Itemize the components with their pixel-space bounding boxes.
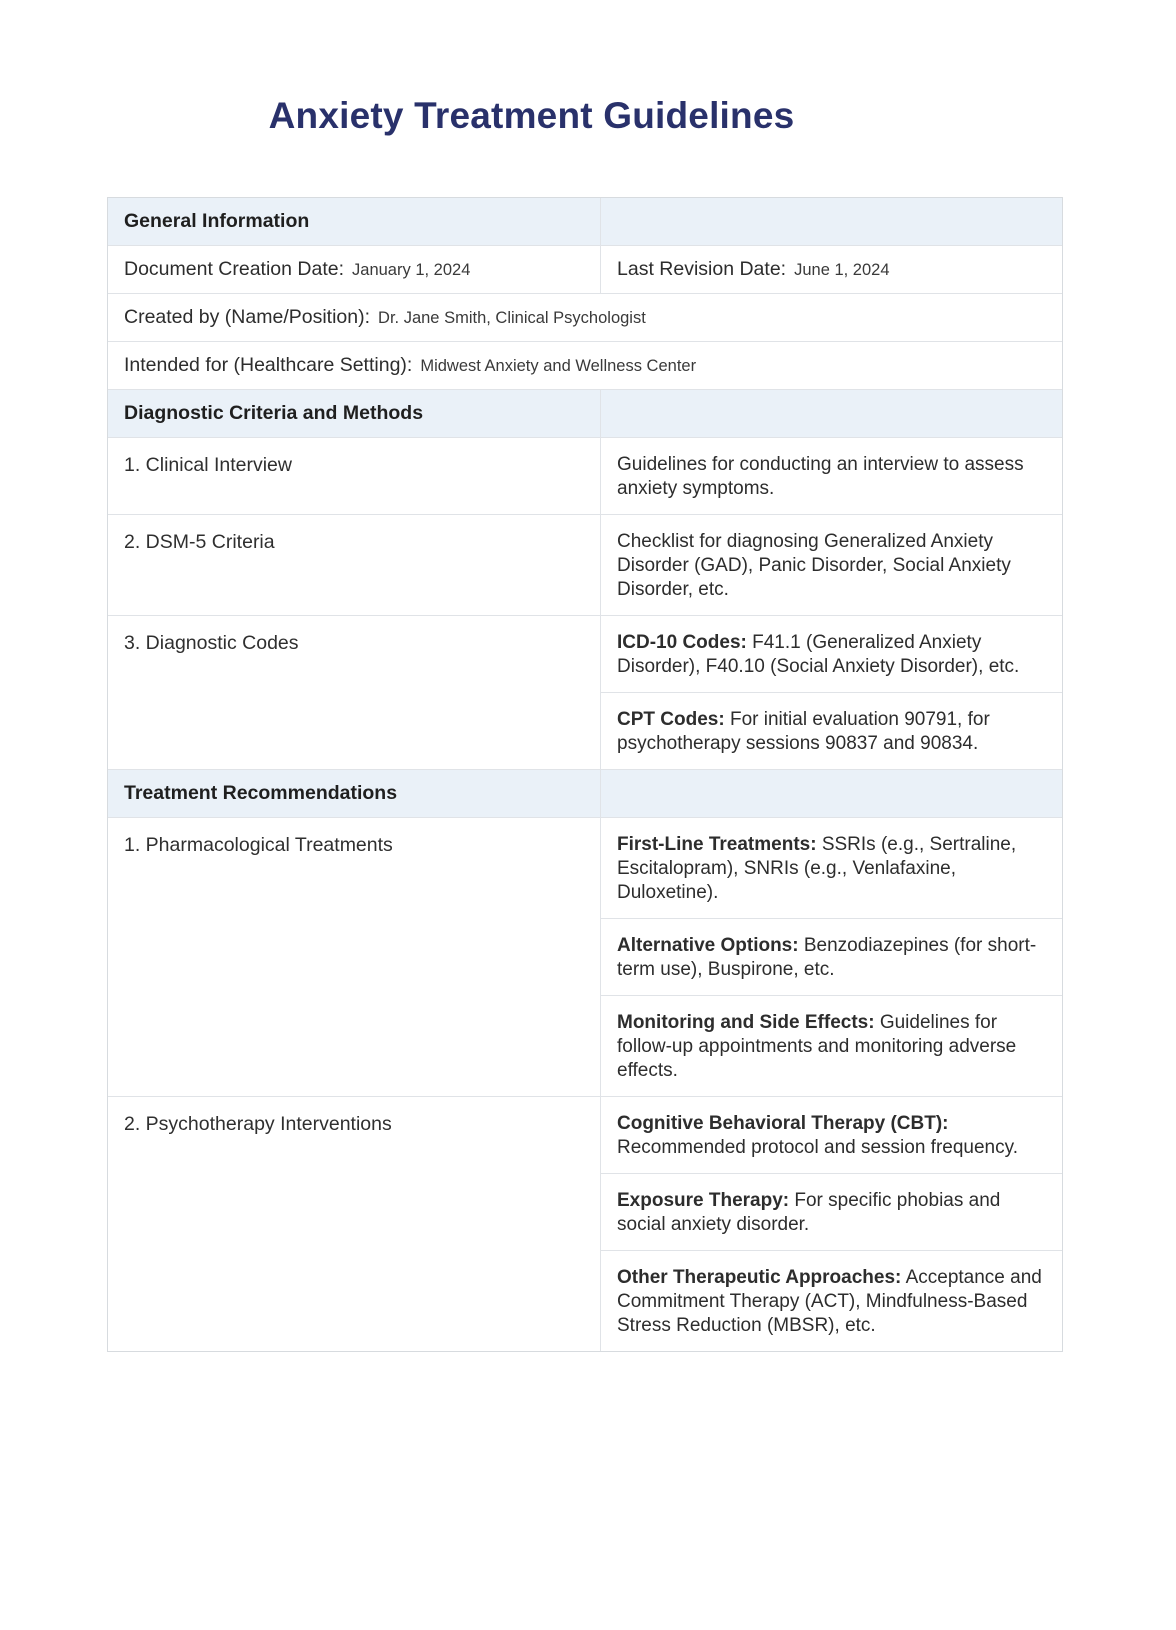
detail-text: F41.1 (Generalized Anxiety Disorder), F40.10 (Social Anxiety Disorder), etc. [617, 632, 1020, 677]
row-document-dates [108, 245, 1062, 293]
intended-for-value: Midwest Anxiety and Wellness Center [420, 357, 697, 375]
detail-cell [601, 438, 1062, 514]
item-details-cell [601, 818, 1062, 1096]
row-intended-for [108, 341, 1062, 389]
detail-cell-icd10-codes [601, 616, 1062, 692]
revision-date-value: June 1, 2024 [794, 261, 890, 279]
detail-text: For specific phobias and social anxiety disorder. [617, 1190, 1001, 1235]
detail-text: Guidelines for conducting an interview to assess anxiety symptoms. [617, 454, 1024, 499]
row-clinical-interview [108, 437, 1062, 514]
section-header-general-information [108, 198, 1062, 245]
creation-date-cell [108, 246, 601, 293]
detail-cell-cpt-codes [601, 692, 1062, 769]
detail-lead: Cognitive Behavioral Therapy (CBT): [617, 1113, 949, 1134]
detail-cell-alternative-options [601, 918, 1062, 995]
detail-text: Acceptance and Commitment Therapy (ACT), Mindfulness-Based Stress Reduction (MBSR), etc. [617, 1267, 1042, 1336]
item-label: 3. Diagnostic Codes [124, 632, 299, 654]
detail-cell-first-line-treatments [601, 818, 1062, 918]
creation-date-value: January 1, 2024 [352, 261, 471, 279]
section-header-label: Diagnostic Criteria and Methods [108, 390, 601, 437]
detail-cell-cbt [601, 1097, 1062, 1173]
item-details-cell [601, 616, 1062, 769]
detail-text: SSRIs (e.g., Sertraline, Escitalopram), SNRIs (e.g., Venlafaxine, Duloxetine). [617, 834, 1017, 903]
section-header-diagnostic-criteria [108, 389, 1062, 437]
detail-text: Guidelines for follow-up appointments and monitoring adverse effects. [617, 1012, 1017, 1081]
section-header-label: General Information [108, 198, 601, 245]
item-label-cell [108, 515, 601, 615]
detail-cell-other-approaches [601, 1250, 1062, 1351]
guidelines-table [107, 197, 1063, 1352]
item-details-cell [601, 438, 1062, 514]
row-diagnostic-codes [108, 615, 1062, 769]
detail-lead: Exposure Therapy: [617, 1190, 790, 1211]
detail-cell-monitoring-side-effects [601, 995, 1062, 1096]
section-header-spacer [601, 390, 1062, 437]
item-label: 1. Clinical Interview [124, 454, 292, 476]
revision-date-cell [601, 246, 1062, 293]
item-label-cell [108, 1097, 601, 1351]
detail-lead: ICD-10 Codes: [617, 632, 747, 653]
section-header-spacer [601, 198, 1062, 245]
item-label-cell [108, 616, 601, 769]
detail-cell [601, 515, 1062, 615]
detail-lead: Monitoring and Side Effects: [617, 1012, 875, 1033]
row-dsm5-criteria [108, 514, 1062, 615]
detail-cell-exposure-therapy [601, 1173, 1062, 1250]
section-header-label: Treatment Recommendations [108, 770, 601, 817]
section-header-spacer [601, 770, 1062, 817]
created-by-value: Dr. Jane Smith, Clinical Psychologist [378, 309, 646, 327]
item-details-cell [601, 515, 1062, 615]
document-title: Anxiety Treatment Guidelines [268, 95, 795, 136]
intended-for-label: Intended for (Healthcare Setting): [124, 354, 413, 376]
detail-lead: CPT Codes: [617, 709, 725, 730]
creation-date-label: Document Creation Date: [124, 258, 345, 280]
detail-text: Benzodiazepines (for short-term use), Buspirone, etc. [617, 935, 1037, 980]
item-label: 1. Pharmacological Treatments [124, 834, 393, 856]
item-label-cell [108, 818, 601, 1096]
row-pharmacological-treatments [108, 817, 1062, 1096]
created-by-label: Created by (Name/Position): [124, 306, 371, 328]
revision-date-label: Last Revision Date: [617, 258, 787, 280]
detail-text: Checklist for diagnosing Generalized Anxiety Disorder (GAD), Panic Disorder, Social Anxiety Disorder, etc. [617, 531, 1011, 600]
item-label-cell [108, 438, 601, 514]
item-label: 2. DSM-5 Criteria [124, 531, 275, 553]
section-header-treatment-recommendations [108, 769, 1062, 817]
row-psychotherapy-interventions [108, 1096, 1062, 1351]
detail-text: For initial evaluation 90791, for psychotherapy sessions 90837 and 90834. [617, 709, 990, 754]
detail-lead: First-Line Treatments: [617, 834, 817, 855]
item-label: 2. Psychotherapy Interventions [124, 1113, 392, 1135]
detail-text: Recommended protocol and session frequency. [617, 1137, 1018, 1158]
item-details-cell [601, 1097, 1062, 1351]
row-created-by [108, 293, 1062, 341]
detail-lead: Other Therapeutic Approaches: [617, 1267, 902, 1288]
detail-lead: Alternative Options: [617, 935, 799, 956]
